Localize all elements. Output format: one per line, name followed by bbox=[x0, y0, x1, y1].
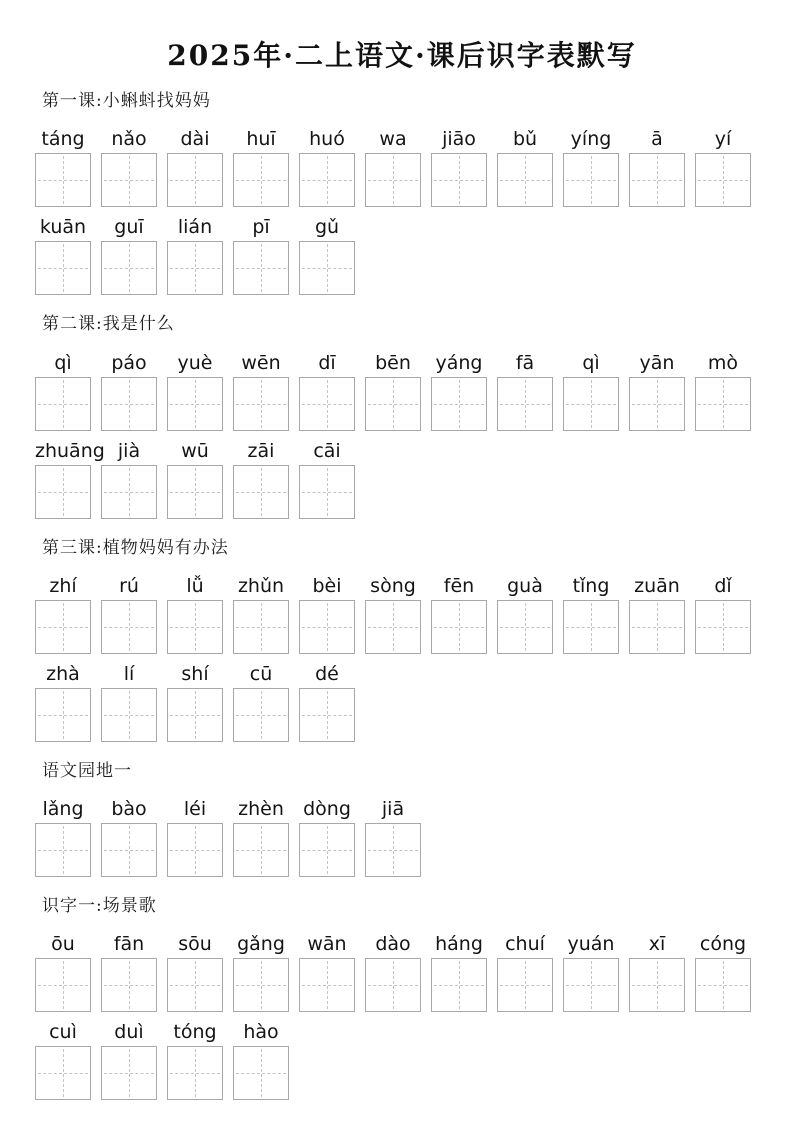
pinyin-label: xī bbox=[648, 933, 666, 956]
character-cell bbox=[695, 932, 751, 1012]
pinyin-label: guà bbox=[507, 574, 543, 597]
tianzige-writing-box bbox=[365, 823, 421, 877]
tianzige-writing-box bbox=[497, 600, 553, 654]
tianzige-writing-box bbox=[299, 465, 355, 519]
tianzige-writing-box bbox=[365, 958, 421, 1012]
pinyin-label: cū bbox=[249, 662, 273, 685]
tianzige-writing-box bbox=[233, 600, 289, 654]
pinyin-label: jiā bbox=[381, 798, 405, 821]
character-cell bbox=[299, 127, 355, 207]
pinyin-label: wū bbox=[181, 439, 209, 462]
character-cell bbox=[365, 127, 421, 207]
section-heading: 识字一:场景歌 bbox=[42, 896, 157, 917]
pinyin-label: tǐng bbox=[572, 574, 610, 597]
character-cell bbox=[563, 127, 619, 207]
tianzige-writing-box bbox=[101, 600, 157, 654]
pinyin-label: huó bbox=[309, 128, 345, 151]
pinyin-label: lián bbox=[177, 216, 213, 239]
character-cell bbox=[629, 351, 685, 431]
pinyin-label: háng bbox=[435, 933, 483, 956]
character-cell bbox=[365, 932, 421, 1012]
tianzige-writing-box bbox=[497, 958, 553, 1012]
pinyin-label: huī bbox=[246, 128, 276, 151]
tianzige-writing-box bbox=[299, 823, 355, 877]
tianzige-writing-box bbox=[497, 153, 553, 207]
tianzige-writing-box bbox=[629, 377, 685, 431]
character-cell bbox=[167, 351, 223, 431]
tianzige-writing-box bbox=[35, 465, 91, 519]
tianzige-writing-box bbox=[629, 958, 685, 1012]
section-rows bbox=[35, 351, 769, 519]
tianzige-writing-box bbox=[35, 958, 91, 1012]
pinyin-label: ā bbox=[651, 128, 663, 151]
tianzige-writing-box bbox=[431, 600, 487, 654]
tianzige-writing-box bbox=[167, 600, 223, 654]
tianzige-writing-box bbox=[299, 153, 355, 207]
pinyin-label: wān bbox=[307, 933, 347, 956]
character-cell bbox=[35, 932, 91, 1012]
lesson-section bbox=[35, 314, 769, 518]
tianzige-writing-box bbox=[167, 688, 223, 742]
section-rows bbox=[35, 932, 769, 1100]
character-cell bbox=[365, 574, 421, 654]
character-cell bbox=[233, 439, 289, 519]
tianzige-writing-box bbox=[431, 377, 487, 431]
character-cell bbox=[101, 662, 157, 742]
tianzige-writing-box bbox=[101, 377, 157, 431]
char-row bbox=[35, 574, 769, 654]
tianzige-writing-box bbox=[35, 153, 91, 207]
pinyin-label: dài bbox=[180, 128, 210, 151]
character-cell bbox=[35, 351, 91, 431]
pinyin-label: zhí bbox=[49, 574, 77, 597]
char-row bbox=[35, 215, 769, 295]
character-cell bbox=[101, 574, 157, 654]
character-cell bbox=[167, 1020, 223, 1100]
tianzige-writing-box bbox=[629, 153, 685, 207]
tianzige-writing-box bbox=[101, 1046, 157, 1100]
character-cell bbox=[167, 932, 223, 1012]
tianzige-writing-box bbox=[35, 688, 91, 742]
pinyin-label: ōu bbox=[51, 933, 75, 956]
character-cell bbox=[629, 932, 685, 1012]
tianzige-writing-box bbox=[233, 688, 289, 742]
sections bbox=[35, 91, 769, 1100]
tianzige-writing-box bbox=[167, 958, 223, 1012]
pinyin-label: dī bbox=[318, 351, 336, 374]
section-heading: 第三课:植物妈妈有办法 bbox=[42, 537, 229, 558]
pinyin-label: kuān bbox=[39, 216, 87, 239]
tianzige-writing-box bbox=[431, 958, 487, 1012]
pinyin-label: zhuāng bbox=[35, 439, 105, 462]
tianzige-writing-box bbox=[563, 600, 619, 654]
pinyin-label: cāi bbox=[313, 439, 341, 462]
pinyin-label: bèi bbox=[312, 574, 342, 597]
pinyin-label: sòng bbox=[370, 574, 416, 597]
character-cell bbox=[431, 127, 487, 207]
tianzige-writing-box bbox=[365, 600, 421, 654]
character-cell bbox=[299, 439, 355, 519]
pinyin-label: guī bbox=[114, 216, 144, 239]
pinyin-label: lí bbox=[123, 662, 135, 685]
tianzige-writing-box bbox=[167, 153, 223, 207]
character-cell bbox=[167, 574, 223, 654]
character-cell bbox=[629, 574, 685, 654]
character-cell bbox=[35, 1020, 91, 1100]
tianzige-writing-box bbox=[299, 958, 355, 1012]
section-rows bbox=[35, 797, 769, 877]
lesson-section bbox=[35, 761, 769, 877]
pinyin-label: yān bbox=[639, 351, 675, 374]
character-cell bbox=[167, 662, 223, 742]
pinyin-label: cuì bbox=[49, 1021, 77, 1044]
tianzige-writing-box bbox=[233, 823, 289, 877]
character-cell bbox=[695, 351, 751, 431]
pinyin-label: páo bbox=[111, 351, 147, 374]
section-heading: 第二课:我是什么 bbox=[42, 314, 175, 335]
char-row bbox=[35, 662, 769, 742]
character-cell bbox=[35, 439, 105, 519]
character-cell bbox=[101, 1020, 157, 1100]
pinyin-label: fā bbox=[515, 351, 535, 374]
character-cell bbox=[233, 127, 289, 207]
tianzige-writing-box bbox=[431, 153, 487, 207]
character-cell bbox=[233, 662, 289, 742]
character-cell bbox=[695, 127, 751, 207]
pinyin-label: dào bbox=[375, 933, 411, 956]
tianzige-writing-box bbox=[233, 241, 289, 295]
pinyin-label: zuān bbox=[634, 574, 680, 597]
tianzige-writing-box bbox=[35, 377, 91, 431]
tianzige-writing-box bbox=[167, 465, 223, 519]
tianzige-writing-box bbox=[167, 823, 223, 877]
tianzige-writing-box bbox=[629, 600, 685, 654]
tianzige-writing-box bbox=[35, 600, 91, 654]
section-rows bbox=[35, 127, 769, 295]
char-row bbox=[35, 932, 769, 1012]
pinyin-label: yí bbox=[714, 128, 732, 151]
pinyin-label: jià bbox=[117, 439, 141, 462]
character-cell bbox=[101, 127, 157, 207]
tianzige-writing-box bbox=[299, 688, 355, 742]
character-cell bbox=[563, 351, 619, 431]
character-cell bbox=[497, 127, 553, 207]
pinyin-label: lǚ bbox=[186, 574, 204, 597]
character-cell bbox=[365, 797, 421, 877]
tianzige-writing-box bbox=[299, 600, 355, 654]
character-cell bbox=[299, 932, 355, 1012]
character-cell bbox=[167, 127, 223, 207]
character-cell bbox=[299, 351, 355, 431]
pinyin-label: cóng bbox=[699, 933, 747, 956]
character-cell bbox=[563, 932, 619, 1012]
pinyin-label: qì bbox=[54, 351, 72, 374]
pinyin-label: fān bbox=[113, 933, 145, 956]
character-cell bbox=[695, 574, 751, 654]
tianzige-writing-box bbox=[167, 377, 223, 431]
pinyin-label: tóng bbox=[173, 1021, 217, 1044]
section-rows bbox=[35, 574, 769, 742]
pinyin-label: rú bbox=[119, 574, 139, 597]
pinyin-label: fēn bbox=[443, 574, 475, 597]
character-cell bbox=[299, 662, 355, 742]
pinyin-label: dǐ bbox=[714, 574, 732, 597]
character-cell bbox=[167, 439, 223, 519]
pinyin-label: lǎng bbox=[42, 798, 84, 821]
tianzige-writing-box bbox=[35, 1046, 91, 1100]
pinyin-label: dé bbox=[315, 662, 339, 685]
section-heading: 语文园地一 bbox=[42, 760, 132, 781]
character-cell bbox=[101, 439, 157, 519]
tianzige-writing-box bbox=[497, 377, 553, 431]
character-cell bbox=[299, 797, 355, 877]
tianzige-writing-box bbox=[365, 153, 421, 207]
pinyin-label: jiāo bbox=[442, 128, 476, 151]
pinyin-label: gǔ bbox=[314, 216, 340, 239]
char-row bbox=[35, 127, 769, 207]
character-cell bbox=[101, 932, 157, 1012]
character-cell bbox=[365, 351, 421, 431]
tianzige-writing-box bbox=[101, 465, 157, 519]
pinyin-label: dòng bbox=[303, 798, 351, 821]
tianzige-writing-box bbox=[167, 241, 223, 295]
character-cell bbox=[101, 215, 157, 295]
pinyin-label: hào bbox=[243, 1021, 279, 1044]
character-cell bbox=[233, 351, 289, 431]
tianzige-writing-box bbox=[101, 688, 157, 742]
tianzige-writing-box bbox=[167, 1046, 223, 1100]
pinyin-label: táng bbox=[41, 128, 85, 151]
pinyin-label: bào bbox=[111, 798, 147, 821]
char-row bbox=[35, 439, 769, 519]
pinyin-label: bǔ bbox=[512, 128, 538, 151]
character-cell bbox=[101, 351, 157, 431]
tianzige-writing-box bbox=[365, 377, 421, 431]
character-cell bbox=[35, 662, 91, 742]
pinyin-label: zhèn bbox=[238, 798, 284, 821]
pinyin-label: yuán bbox=[567, 933, 615, 956]
tianzige-writing-box bbox=[299, 377, 355, 431]
character-cell bbox=[431, 574, 487, 654]
tianzige-writing-box bbox=[299, 241, 355, 295]
tianzige-writing-box bbox=[233, 377, 289, 431]
char-row bbox=[35, 351, 769, 431]
character-cell bbox=[35, 127, 91, 207]
pinyin-label: zhà bbox=[46, 662, 80, 685]
character-cell bbox=[497, 351, 553, 431]
char-row bbox=[35, 1020, 769, 1100]
pinyin-label: léi bbox=[183, 798, 207, 821]
pinyin-label: gǎng bbox=[237, 933, 285, 956]
tianzige-writing-box bbox=[35, 823, 91, 877]
tianzige-writing-box bbox=[233, 1046, 289, 1100]
lesson-section bbox=[35, 91, 769, 295]
character-cell bbox=[35, 797, 91, 877]
pinyin-label: nǎo bbox=[111, 128, 147, 151]
pinyin-label: zhǔn bbox=[237, 574, 285, 597]
tianzige-writing-box bbox=[233, 465, 289, 519]
pinyin-label: duì bbox=[114, 1021, 144, 1044]
character-cell bbox=[35, 215, 91, 295]
character-cell bbox=[563, 574, 619, 654]
pinyin-label: wēn bbox=[241, 351, 281, 374]
character-cell bbox=[431, 351, 487, 431]
character-cell bbox=[629, 127, 685, 207]
character-cell bbox=[497, 574, 553, 654]
lesson-section bbox=[35, 896, 769, 1100]
tianzige-writing-box bbox=[101, 958, 157, 1012]
tianzige-writing-box bbox=[35, 241, 91, 295]
character-cell bbox=[431, 932, 487, 1012]
character-cell bbox=[233, 932, 289, 1012]
pinyin-label: yuè bbox=[177, 351, 213, 374]
character-cell bbox=[233, 797, 289, 877]
tianzige-writing-box bbox=[695, 153, 751, 207]
character-cell bbox=[35, 574, 91, 654]
character-cell bbox=[497, 932, 553, 1012]
tianzige-writing-box bbox=[101, 241, 157, 295]
pinyin-label: wa bbox=[379, 128, 407, 151]
character-cell bbox=[101, 797, 157, 877]
char-row bbox=[35, 797, 769, 877]
pinyin-label: yíng bbox=[570, 128, 612, 151]
pinyin-label: zāi bbox=[247, 439, 275, 462]
pinyin-label: sōu bbox=[178, 933, 212, 956]
tianzige-writing-box bbox=[695, 958, 751, 1012]
tianzige-writing-box bbox=[695, 600, 751, 654]
section-heading: 第一课:小蝌蚪找妈妈 bbox=[42, 91, 211, 112]
character-cell bbox=[299, 574, 355, 654]
tianzige-writing-box bbox=[563, 153, 619, 207]
pinyin-label: qì bbox=[582, 351, 600, 374]
tianzige-writing-box bbox=[563, 377, 619, 431]
pinyin-label: chuí bbox=[505, 933, 545, 956]
pinyin-label: pī bbox=[252, 216, 270, 239]
tianzige-writing-box bbox=[101, 153, 157, 207]
character-cell bbox=[233, 215, 289, 295]
lesson-section bbox=[35, 538, 769, 742]
tianzige-writing-box bbox=[233, 153, 289, 207]
tianzige-writing-box bbox=[563, 958, 619, 1012]
pinyin-label: yáng bbox=[435, 351, 483, 374]
tianzige-writing-box bbox=[695, 377, 751, 431]
character-cell bbox=[299, 215, 355, 295]
tianzige-writing-box bbox=[101, 823, 157, 877]
character-cell bbox=[167, 797, 223, 877]
character-cell bbox=[233, 1020, 289, 1100]
character-cell bbox=[233, 574, 289, 654]
tianzige-writing-box bbox=[233, 958, 289, 1012]
character-cell bbox=[167, 215, 223, 295]
pinyin-label: bēn bbox=[375, 351, 411, 374]
pinyin-label: mò bbox=[707, 351, 739, 374]
pinyin-label: shí bbox=[181, 662, 209, 685]
page-title: 2025年·二上语文·课后识字表默写 bbox=[167, 39, 637, 72]
